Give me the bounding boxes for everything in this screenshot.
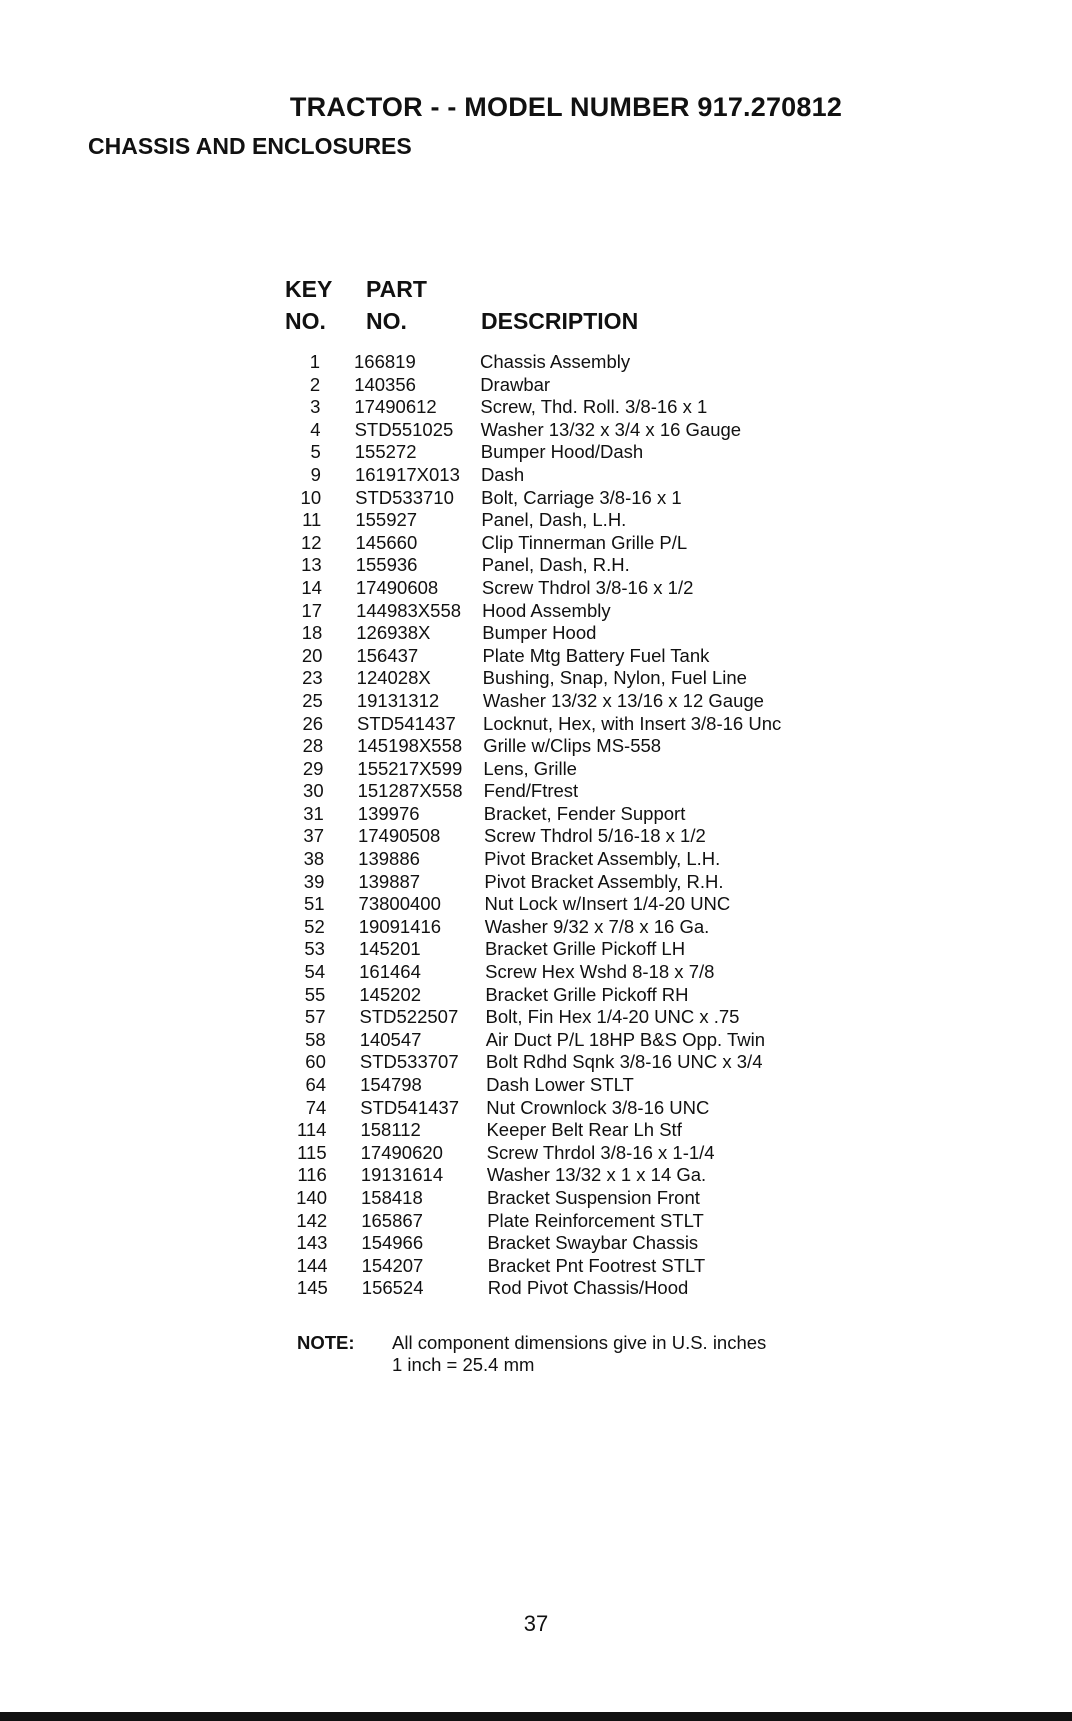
part-description: Nut Crownlock 3/8-16 UNC: [486, 1096, 710, 1118]
key-number: 20: [301, 644, 323, 666]
part-number: 154207: [361, 1254, 424, 1276]
col-key-header-line2: NO.: [285, 308, 326, 334]
part-number: 126938X: [356, 622, 431, 644]
part-number: 155927: [355, 509, 418, 531]
part-description: Pivot Bracket Assembly, L.H.: [484, 848, 721, 870]
table-row: [272, 554, 810, 577]
note-line-1: All component dimensions give in U.S. inches: [392, 1332, 767, 1353]
table-row: [272, 600, 810, 623]
part-number: 145202: [359, 983, 422, 1005]
part-description: Bumper Hood: [482, 622, 597, 644]
part-description: Bracket, Fender Support: [483, 802, 686, 824]
key-number: 28: [302, 735, 324, 757]
part-description: Locknut, Hex, with Insert 3/8-16 Unc: [483, 712, 782, 734]
part-description: Screw Hex Wshd 8-18 x 7/8: [485, 961, 715, 983]
key-number: 2: [309, 373, 321, 395]
table-row: [276, 1119, 810, 1142]
part-number: 73800400: [358, 893, 441, 915]
part-number: 155217X599: [357, 757, 463, 779]
page-title: TRACTOR - - MODEL NUMBER 917.270812: [289, 92, 843, 122]
key-number: 26: [302, 712, 324, 734]
part-description: Clip Tinnerman Grille P/L: [481, 531, 688, 553]
key-number: 1: [309, 351, 320, 372]
parts-list: [270, 351, 810, 1300]
table-row: [274, 848, 810, 871]
table-row: [273, 667, 810, 690]
key-number: 37: [303, 825, 324, 847]
part-description: Bumper Hood/Dash: [480, 441, 644, 463]
key-number: 142: [296, 1209, 328, 1231]
part-number: 151287X558: [357, 780, 463, 802]
key-number: 4: [310, 418, 321, 440]
part-number: STD522507: [359, 1006, 459, 1028]
table-row: [271, 509, 810, 532]
table-row: [271, 419, 810, 442]
key-number: 145: [296, 1277, 328, 1299]
table-row: [275, 938, 810, 961]
table-row: [272, 645, 810, 668]
table-row: [274, 780, 810, 803]
table-row: [277, 1187, 810, 1210]
col-description-header: DESCRIPTION: [481, 308, 639, 334]
key-number: 52: [304, 915, 325, 937]
part-number: 145660: [355, 531, 418, 553]
part-description: Hood Assembly: [482, 599, 611, 621]
part-description: Bracket Pnt Footrest STLT: [487, 1254, 706, 1276]
part-number: STD541437: [360, 1096, 459, 1118]
part-number: STD533710: [355, 486, 454, 508]
key-number: 11: [302, 509, 322, 531]
part-description: Screw Thdrol 3/8-16 x 1/2: [481, 576, 694, 598]
table-row: [278, 1277, 810, 1300]
part-number: 155272: [354, 441, 417, 463]
key-number: 144: [296, 1254, 328, 1276]
key-number: 31: [303, 802, 324, 824]
part-description: Dash: [480, 463, 525, 485]
part-description: Lens, Grille: [483, 757, 577, 779]
key-number: 54: [304, 961, 326, 983]
key-number: 29: [302, 757, 324, 779]
part-number: STD551025: [354, 418, 454, 440]
key-number: 143: [296, 1232, 328, 1254]
part-number: 17490620: [360, 1141, 443, 1163]
part-number: 140356: [354, 373, 416, 395]
table-row: [274, 871, 810, 894]
part-description: Drawbar: [480, 373, 551, 395]
key-number: 13: [301, 554, 322, 576]
col-part-header-line2: NO.: [366, 308, 407, 334]
key-number: 5: [310, 441, 321, 463]
table-row: [273, 735, 810, 758]
part-number: 19131312: [356, 689, 440, 711]
col-part-header-line1: PART: [366, 276, 427, 302]
note-text: [392, 1332, 766, 1376]
part-description: Screw, Thd. Roll. 3/8-16 x 1: [480, 396, 708, 418]
key-number: 18: [301, 622, 323, 644]
part-description: Fend/Ftrest: [483, 780, 579, 802]
part-description: Screw Thdrol 5/16-18 x 1/2: [483, 825, 706, 847]
part-description: Washer 9/32 x 7/8 x 16 Ga.: [484, 915, 710, 937]
part-number: 144983X558: [356, 599, 462, 621]
key-number: 60: [305, 1051, 326, 1073]
part-description: Plate Reinforcement STLT: [487, 1209, 704, 1231]
part-number: 156524: [361, 1277, 424, 1299]
key-number: 51: [303, 893, 325, 915]
part-number: 158418: [361, 1186, 423, 1208]
key-number: 39: [303, 870, 325, 892]
note-label: NOTE:: [297, 1332, 355, 1353]
part-description: Washer 13/32 x 1 x 14 Ga.: [486, 1164, 707, 1186]
key-number: 115: [297, 1141, 327, 1163]
part-number: 166819: [354, 351, 416, 372]
part-number: 139886: [358, 848, 420, 870]
part-description: Nut Lock w/Insert 1/4-20 UNC: [484, 893, 731, 915]
part-number: 17490508: [357, 825, 441, 847]
table-row: [276, 1029, 810, 1052]
part-description: Bracket Grille Pickoff LH: [484, 938, 686, 960]
key-number: 14: [301, 576, 322, 598]
part-number: 139887: [358, 870, 421, 892]
table-row: [271, 487, 810, 510]
part-number: 19091416: [358, 915, 442, 937]
key-number: 58: [305, 1028, 326, 1050]
part-description: Dash Lower STLT: [486, 1074, 634, 1095]
key-number: 116: [297, 1164, 327, 1186]
part-description: Washer 13/32 x 13/16 x 12 Gauge: [482, 689, 764, 711]
part-number: 124028X: [356, 667, 431, 689]
part-number: 145201: [358, 938, 421, 960]
table-row: [272, 622, 810, 645]
key-number: 3: [310, 396, 321, 418]
table-row: [272, 532, 810, 555]
key-number: 64: [305, 1074, 327, 1095]
part-description: Bolt, Carriage 3/8-16 x 1: [481, 486, 682, 508]
key-number: 25: [302, 689, 323, 711]
part-number: 17490612: [354, 396, 437, 418]
part-description: Chassis Assembly: [480, 351, 631, 372]
part-number: 161917X013: [354, 463, 460, 485]
part-number: STD541437: [357, 712, 456, 734]
key-number: 53: [304, 938, 325, 960]
part-description: Rod Pivot Chassis/Hood: [487, 1277, 689, 1299]
part-description: Panel, Dash, R.H.: [481, 554, 630, 576]
part-number: 145198X558: [357, 735, 463, 757]
table-row: [276, 1074, 810, 1097]
part-description: Grille w/Clips MS-558: [483, 735, 662, 757]
key-number: 30: [303, 780, 324, 802]
part-number: 19131614: [360, 1164, 444, 1186]
page-number: 37: [523, 1611, 549, 1636]
key-number: 23: [302, 667, 323, 689]
table-row: [275, 916, 810, 939]
table-row: [276, 1097, 810, 1120]
table-row: [271, 464, 810, 487]
part-number: 154966: [361, 1232, 424, 1254]
table-row: [274, 825, 810, 848]
part-number: 17490608: [355, 576, 439, 598]
part-description: Panel, Dash, L.H.: [481, 509, 627, 531]
table-row: [277, 1232, 810, 1255]
part-description: Air Duct P/L 18HP B&S Opp. Twin: [485, 1028, 766, 1050]
table-row: [273, 713, 810, 736]
part-description: Keeper Belt Rear Lh Stf: [486, 1119, 682, 1141]
table-row: [278, 1255, 810, 1278]
key-number: 12: [300, 531, 322, 553]
table-row: [276, 1006, 811, 1029]
part-number: 156437: [356, 644, 419, 666]
table-row: [270, 374, 810, 397]
table-row: [276, 1051, 810, 1074]
part-description: Bolt Rdhd Sqnk 3/8-16 UNC x 3/4: [485, 1051, 763, 1073]
table-row: [271, 441, 810, 464]
table-row: [277, 1164, 810, 1187]
part-description: Washer 13/32 x 3/4 x 16 Gauge: [480, 418, 742, 440]
table-row: [270, 351, 810, 374]
table-row: [275, 893, 810, 916]
table-row: [275, 984, 810, 1007]
part-description: Bushing, Snap, Nylon, Fuel Line: [482, 667, 747, 689]
part-number: 165867: [361, 1209, 423, 1231]
table-row: [272, 577, 810, 600]
key-number: 38: [303, 848, 325, 870]
table-row: [273, 758, 810, 781]
part-number: 140547: [359, 1028, 422, 1050]
part-description: Pivot Bracket Assembly, R.H.: [484, 870, 724, 892]
key-number: 114: [296, 1119, 327, 1141]
part-description: Bolt, Fin Hex 1/4-20 UNC x .75: [485, 1006, 740, 1028]
part-number: 139976: [357, 802, 420, 824]
part-number: STD533707: [359, 1051, 459, 1073]
key-number: 74: [305, 1096, 327, 1118]
section-title: CHASSIS AND ENCLOSURES: [88, 133, 412, 159]
part-description: Bracket Grille Pickoff RH: [485, 983, 689, 1005]
key-number: 9: [310, 463, 321, 485]
part-number: 154798: [360, 1074, 422, 1095]
bottom-border: [0, 1712, 1072, 1721]
part-description: Bracket Suspension Front: [487, 1186, 700, 1208]
part-description: Screw Thrdol 3/8-16 x 1-1/4: [486, 1141, 715, 1163]
table-row: [270, 396, 810, 419]
key-number: 57: [304, 1006, 326, 1028]
table-row: [274, 803, 810, 826]
part-number: 158112: [360, 1119, 421, 1141]
part-number: 155936: [355, 554, 418, 576]
table-row: [273, 690, 810, 713]
key-number: 10: [300, 486, 322, 508]
col-key-header-line1: KEY: [285, 276, 333, 302]
part-number: 161464: [359, 961, 421, 983]
note-line-2: 1 inch = 25.4 mm: [392, 1354, 535, 1375]
table-row: [277, 1210, 810, 1233]
key-number: 55: [304, 983, 326, 1005]
table-row: [277, 1142, 810, 1165]
part-description: Plate Mtg Battery Fuel Tank: [482, 644, 710, 666]
key-number: 140: [296, 1186, 328, 1208]
part-description: Bracket Swaybar Chassis: [487, 1232, 699, 1254]
table-row: [275, 961, 810, 984]
key-number: 17: [301, 599, 323, 621]
